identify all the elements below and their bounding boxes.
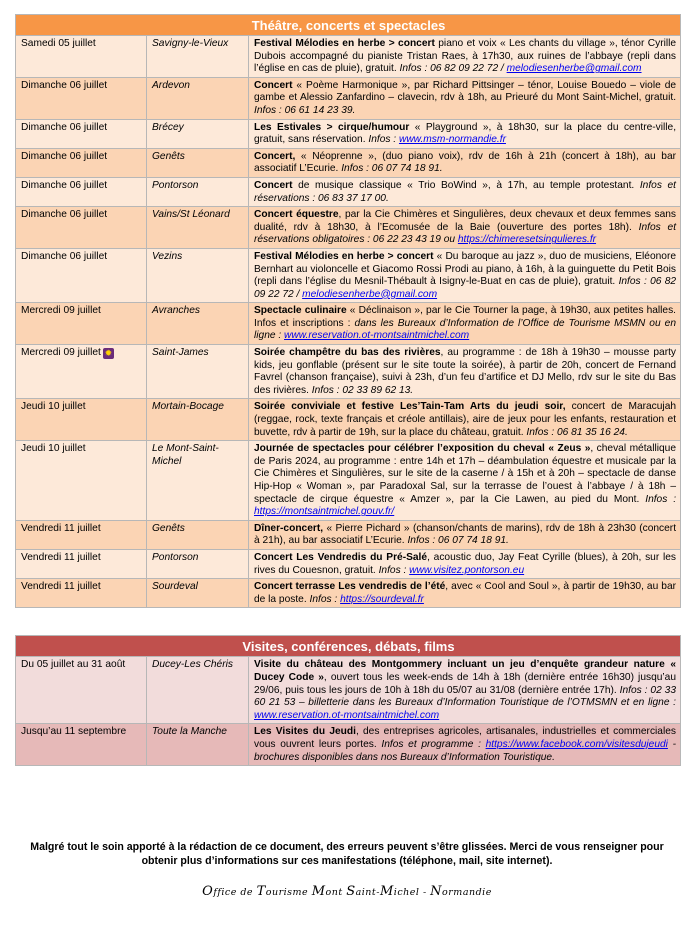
event-date: Dimanche 06 juillet	[16, 77, 147, 119]
event-row	[16, 207, 681, 249]
event-description: Journée de spectacles pour célébrer l’exposition du cheval « Zeus », cheval métallique de Paris 2024, au programme : entre 14h et 17h – déambulation équestre et musicale par la Cie Chimères et Singulières, sur le site de la caserne / à 15h et à 20h – spectacle de danse Hip-Hop « Woman », par Paradoxal Sal, sur la terrasse de l’ouest à l’abbaye / à 18h – spectacle de cirque équestre « Amzer », par la Cie Lawen, au pied du Mont. Infos : https://montsaintmichel.gouv.fr/	[249, 441, 681, 521]
event-row	[16, 520, 681, 549]
event-description: Dîner-concert, « Pierre Pichard » (chanson/chants de marins), rdv de 18h à 23h30 (concert à 21h), au bar associatif L’Ecurie. Infos : 06 07 74 18 91.	[249, 520, 681, 549]
event-description: Concert Les Vendredis du Pré-Salé, acoustic duo, Jay Feat Cyrille (blues), à 20h, sur les rives du Couesnon, gratuit. Infos : www.visitez.pontorson.eu	[249, 549, 681, 578]
event-date: Jeudi 10 juillet	[16, 441, 147, 521]
event-place: Le Mont-Saint-Michel	[147, 441, 249, 521]
event-link[interactable]: www.reservation.ot-montsaintmichel.com	[284, 330, 470, 342]
event-row	[16, 549, 681, 578]
event-link[interactable]: www.reservation.ot-montsaintmichel.com	[254, 709, 440, 721]
event-description: Concert de musique classique « Trio BoWind », à 17h, au temple protestant. Infos et réservations : 06 83 37 17 00.	[249, 177, 681, 206]
event-link[interactable]: melodiesenherbe@gmail.com	[302, 288, 438, 300]
event-date: Du 05 juillet au 31 août	[16, 657, 147, 724]
event-link[interactable]: www.visitez.pontorson.eu	[409, 564, 525, 576]
section-title-visits: Visites, conférences, débats, films	[16, 636, 681, 657]
event-row	[16, 579, 681, 608]
event-description: Concert, « Néoprenne », (duo piano voix), rdv de 16h à 21h (concert à 18h), au bar associatif L’Ecurie. Infos : 06 07 74 18 91.	[249, 148, 681, 177]
event-place: Sourdeval	[147, 579, 249, 608]
event-place: Vezins	[147, 248, 249, 302]
event-description: Concert « Poème Harmonique », par Richard Pittsinger – ténor, Louise Bouedo – viole de gambe et Alessio Zanfardino – clavecin, rdv à 18h, au Prieuré du Mont Saint-Michel, gratuit. Infos : 06 61 14 23 39.	[249, 77, 681, 119]
event-place: Genêts	[147, 148, 249, 177]
event-date: Dimanche 06 juillet	[16, 207, 147, 249]
event-description: Soirée champêtre du bas des rivières, au programme : de 18h à 19h30 – mousse party kids, jeu gonflable (présent sur le site toute la soirée), à partir de 20h, concert de Fernand Favrel (chanson française), suivi à 23h, d’un feu d’artifice et DJ Mello, rdv sur le site du Bas des rivières. Infos : 02 33 89 62 13.	[249, 345, 681, 399]
event-row	[16, 724, 681, 766]
event-description: Festival Mélodies en herbe > concert « Du baroque au jazz », duo de musiciens, Eléonore Bernhart au violoncelle et Giacomo Rossi Prodi au piano, à 16h, à la guinguette du Petit Bois (repli dans l’église du Mesnil-Thébault à Isigny-le-Buat en cas de pluie), gratuit. Infos : 06 82 09 22 72 / melodiesenherbe@gmail.com	[249, 248, 681, 302]
event-date: Dimanche 06 juillet	[16, 248, 147, 302]
event-description: Visite du château des Montgommery incluant un jeu d’enquête grandeur nature « Ducey Code », ouvert tous les week-ends de 14h à 18h (dernière entrée 16h30) jusqu’au 29/06, puis tous les jours de 10h à 18h du 05/07 au 31/08 (dernière entrée 17h). Infos : 02 33 60 21 53 – billetterie dans les Bureaux d’Information Touristique de l’OTMSMN et en ligne : www.reservation.ot-montsaintmichel.com	[249, 657, 681, 724]
event-row	[16, 77, 681, 119]
event-place: Brécey	[147, 119, 249, 148]
events-table-shows	[15, 14, 681, 608]
event-row	[16, 36, 681, 78]
event-date: Jeudi 10 juillet	[16, 399, 147, 441]
fireworks-icon: ✹	[104, 348, 113, 359]
event-date: Jusqu’au 11 septembre	[16, 724, 147, 766]
event-place: Pontorson	[147, 177, 249, 206]
event-description: Les Visites du Jeudi, des entreprises agricoles, artisanales, industrielles et commerciales vous ouvrent leurs portes. Infos et programme : https://www.facebook.com/visitesdujeudi - brochures disponibles dans nos Bureaux d’Information Touristique.	[249, 724, 681, 766]
event-description: Les Estivales > cirque/humour « Playground », à 18h30, sur la place du centre-ville, gratuit, sans réservation. Infos : www.msm-normandie.fr	[249, 119, 681, 148]
event-description: Concert terrasse Les vendredis de l’été, avec « Cool and Soul », à partir de 19h30, au bar de la poste. Infos : https://sourdeval.fr	[249, 579, 681, 608]
event-row	[16, 177, 681, 206]
event-link[interactable]: melodiesenherbe@gmail.com	[506, 63, 642, 75]
event-place: Genêts	[147, 520, 249, 549]
event-date: Vendredi 11 juillet	[16, 579, 147, 608]
event-place: Ducey-Les Chéris	[147, 657, 249, 724]
event-row	[16, 248, 681, 302]
event-date: Dimanche 06 juillet	[16, 119, 147, 148]
event-description: Festival Mélodies en herbe > concert piano et voix « Les chants du village », ténor Cyrille Dubois accompagné du pianiste Tristan Raes, à 17h30, aux ruines de l’abbaye (repli dans l’église en cas de pluie), gratuit. Infos : 06 82 09 22 72 / melodiesenherbe@gmail.com	[249, 36, 681, 78]
section-title-shows: Théâtre, concerts et spectacles	[16, 15, 681, 36]
event-description: Concert équestre, par la Cie Chimères et Singulières, deux chevaux et deux femmes sans dualité, rdv à 18h30, à l’Ecomusée de la Baie (ouverture des portes 18h). Infos et réservations obligatoires : 06 22 23 43 19 ou https://chimeresetsingulieres.fr	[249, 207, 681, 249]
event-link[interactable]: https://chimeresetsingulieres.fr	[457, 234, 597, 246]
event-date: Vendredi 11 juillet	[16, 520, 147, 549]
event-link[interactable]: https://www.facebook.com/visitesdujeudi	[485, 738, 668, 750]
event-date: Mercredi 09 juillet ✹	[16, 345, 147, 399]
event-row	[16, 657, 681, 724]
office-signature: Office de Tourisme Mont Saint-Michel - Normandie	[202, 884, 492, 899]
signature-line	[0, 884, 694, 899]
event-row	[16, 148, 681, 177]
event-link[interactable]: www.msm-normandie.fr	[398, 134, 506, 146]
event-row	[16, 345, 681, 399]
disclaimer-note: Malgré tout le soin apporté à la rédaction de ce document, des erreurs peuvent s’être glissées. Merci de vous renseigner pour obtenir plus d’informations sur ces manifestations (téléphone, mail, site internet).	[30, 841, 664, 867]
event-description: Spectacle culinaire « Déclinaison », par le Cie Tourner la page, à 19h30, aux petites halles. Infos et inscriptions : dans les Bureaux d’Information de l’Office de Tourisme MSMN ou en ligne : www.reservation.ot-montsaintmichel.com	[249, 303, 681, 345]
events-table-visits	[15, 635, 681, 766]
event-place: Ardevon	[147, 77, 249, 119]
event-place: Pontorson	[147, 549, 249, 578]
events-page	[15, 14, 680, 766]
event-row	[16, 399, 681, 441]
event-date: Mercredi 09 juillet	[16, 303, 147, 345]
event-place: Saint-James	[147, 345, 249, 399]
event-place: Avranches	[147, 303, 249, 345]
event-row	[16, 119, 681, 148]
event-date: Dimanche 06 juillet	[16, 148, 147, 177]
event-row	[16, 441, 681, 521]
event-place: Savigny-le-Vieux	[147, 36, 249, 78]
event-place: Toute la Manche	[147, 724, 249, 766]
event-place: Mortain-Bocage	[147, 399, 249, 441]
event-description: Soirée conviviale et festive Les’Tain-Tam Arts du jeudi soir, concert de Maracujah (reggae, rock, texte français et créole antillais), aire de jeux pour les enfants, restauration et buvette, rdv à partir de 19h, sur la place du château, gratuit. Infos : 06 81 35 16 24.	[249, 399, 681, 441]
event-date: Samedi 05 juillet	[16, 36, 147, 78]
event-date: Dimanche 06 juillet	[16, 177, 147, 206]
event-place: Vains/St Léonard	[147, 207, 249, 249]
event-date: Vendredi 11 juillet	[16, 549, 147, 578]
event-link[interactable]: https://sourdeval.fr	[340, 593, 424, 605]
event-row	[16, 303, 681, 345]
event-link[interactable]: https://montsaintmichel.gouv.fr/	[254, 506, 395, 518]
